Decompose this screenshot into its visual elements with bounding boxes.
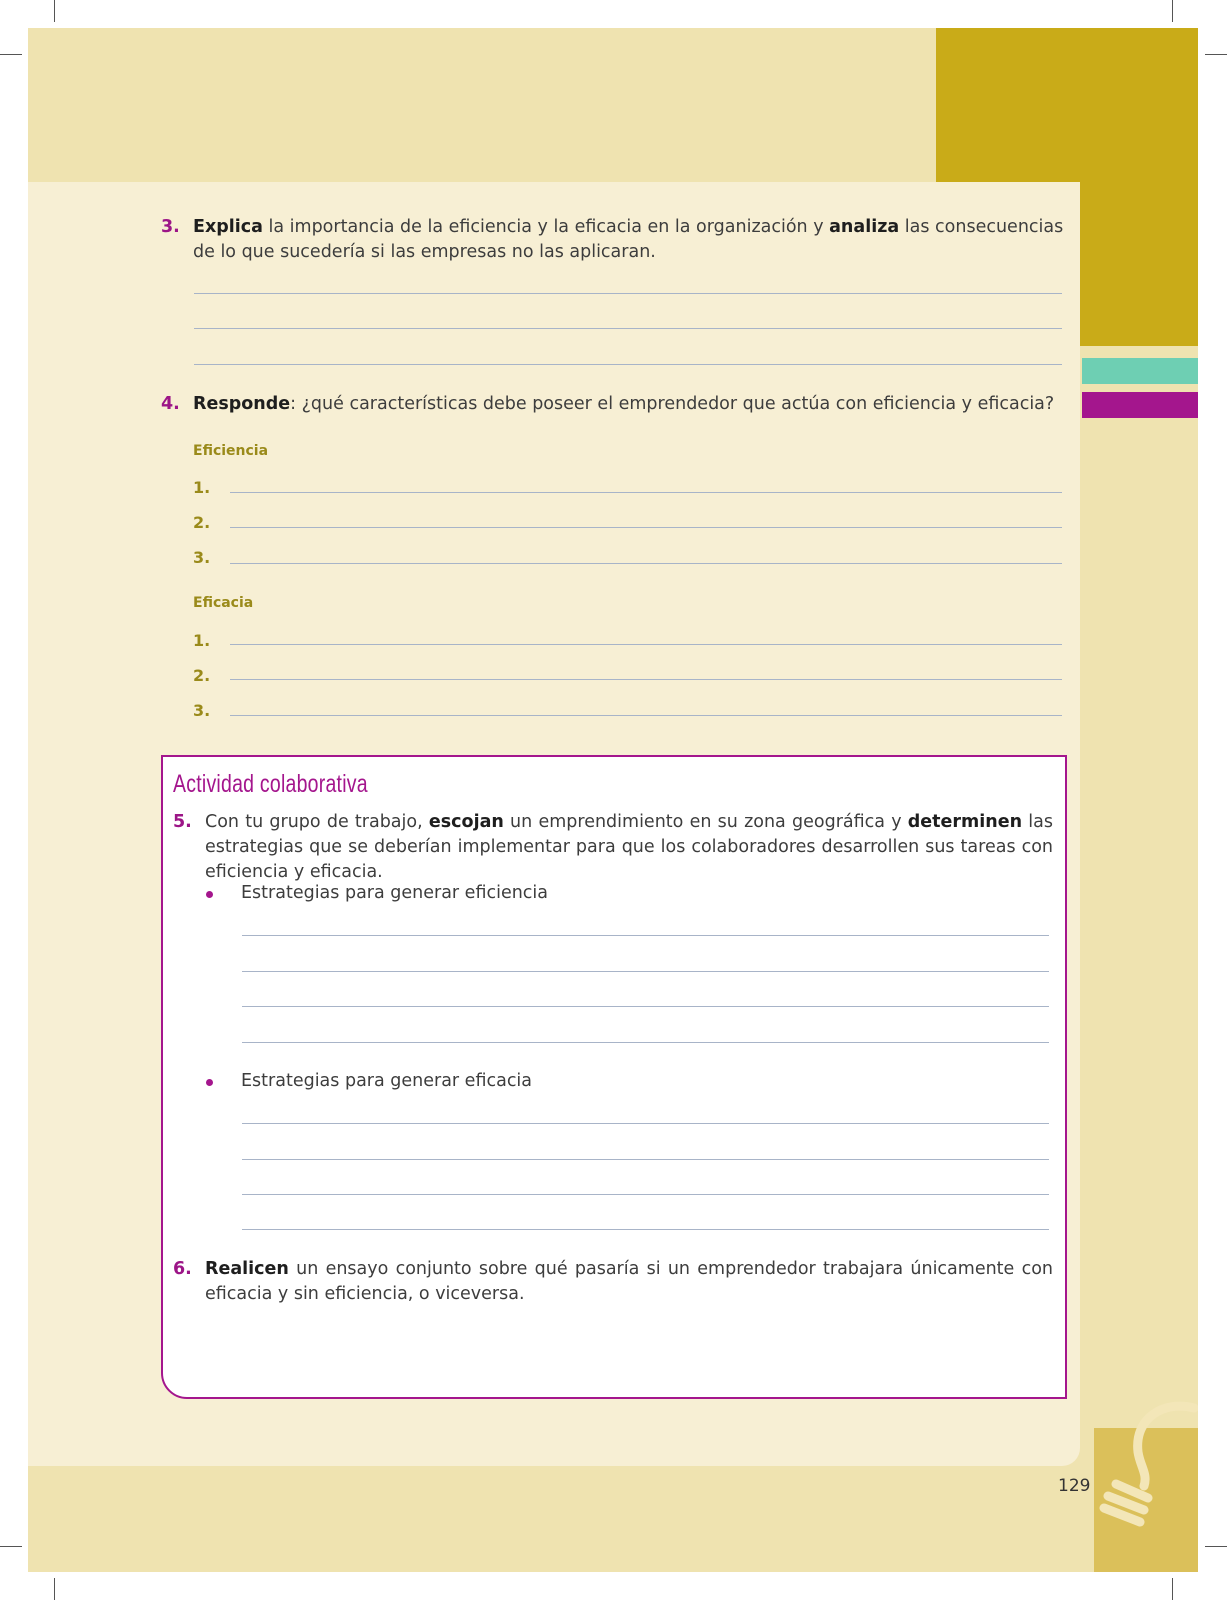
action-verb: Responde [193, 394, 291, 414]
question-6 [173, 1257, 1053, 1307]
action-verb: Explica [193, 217, 263, 237]
page-number: 129 [1058, 1476, 1091, 1496]
crop-mark [0, 1546, 22, 1547]
list-item-number: 1. [193, 478, 211, 497]
question-5 [173, 810, 1053, 885]
list-item-number: 1. [193, 631, 211, 650]
answer-line[interactable] [242, 1194, 1049, 1195]
question-3 [161, 215, 1066, 265]
answer-line[interactable] [242, 1229, 1049, 1230]
text-span: las consecuencias de lo que sucedería si las empresas no las aplicaran. [193, 217, 1064, 262]
text-span: las estrategias que se deberían implementar para que los colaboradores desarrollen sus tareas con eficiencia y eficacia. [205, 812, 1053, 882]
text-span: Con tu grupo de trabajo, [205, 812, 429, 832]
crop-mark [54, 0, 55, 22]
bullet-icon [206, 891, 213, 898]
crop-mark [1205, 1546, 1227, 1547]
question-text [173, 810, 1053, 885]
list-item-number: 3. [193, 701, 211, 720]
answer-line[interactable] [230, 715, 1062, 716]
section-title: Actividad colaborativa [173, 770, 368, 798]
question-number: 5. [173, 812, 192, 832]
question-4 [161, 392, 1066, 417]
crop-mark [1172, 0, 1173, 22]
answer-line[interactable] [230, 679, 1062, 680]
text-span: un emprendimiento en su zona geográfica y [503, 812, 908, 832]
answer-line[interactable] [242, 1123, 1049, 1124]
crop-mark [1205, 54, 1227, 55]
action-verb: determinen [907, 812, 1023, 832]
answer-line[interactable] [242, 935, 1049, 936]
text-span: : ¿qué características debe poseer el emprendedor que actúa con eficiencia y eficacia? [290, 394, 1055, 414]
answer-line[interactable] [242, 1006, 1049, 1007]
crop-mark [1172, 1578, 1173, 1600]
list-item-number: 3. [193, 548, 211, 567]
eficacia-title: Eficacia [193, 595, 254, 611]
teal-stripe [1082, 358, 1198, 384]
crop-mark [54, 1578, 55, 1600]
lightbulb-icon [1094, 1400, 1198, 1530]
bullet-icon [206, 1079, 213, 1086]
question-number: 6. [173, 1259, 192, 1279]
answer-line[interactable] [194, 293, 1062, 294]
eficiencia-title: Eficiencia [193, 443, 269, 459]
action-verb: Realicen [205, 1259, 289, 1279]
question-number: 3. [161, 217, 180, 237]
answer-line[interactable] [230, 644, 1062, 645]
list-item-number: 2. [193, 666, 211, 685]
answer-line[interactable] [242, 1159, 1049, 1160]
answer-line[interactable] [230, 492, 1062, 493]
answer-line[interactable] [230, 563, 1062, 564]
crop-mark [0, 54, 22, 55]
bullet-label: Estrategias para generar eficacia [241, 1071, 533, 1091]
bullet-label: Estrategias para generar eficiencia [241, 883, 549, 903]
magenta-stripe [1082, 392, 1198, 418]
answer-line[interactable] [242, 971, 1049, 972]
answer-line[interactable] [194, 364, 1062, 365]
question-text [173, 1257, 1053, 1307]
answer-line[interactable] [230, 527, 1062, 528]
question-text [161, 392, 1066, 417]
question-number: 4. [161, 394, 180, 414]
question-text [161, 215, 1066, 265]
text-span: la importancia de la eficiencia y la eficacia en la organización y [262, 217, 830, 237]
bottom-band [28, 1466, 1198, 1572]
answer-line[interactable] [242, 1042, 1049, 1043]
action-verb: escojan [428, 812, 504, 832]
answer-line[interactable] [194, 328, 1062, 329]
action-verb: analiza [829, 217, 900, 237]
list-item-number: 2. [193, 513, 211, 532]
text-span: un ensayo conjunto sobre qué pasaría si un emprendedor trabajara únicamente con eficacia y sin eficiencia, o viceversa. [205, 1259, 1053, 1304]
